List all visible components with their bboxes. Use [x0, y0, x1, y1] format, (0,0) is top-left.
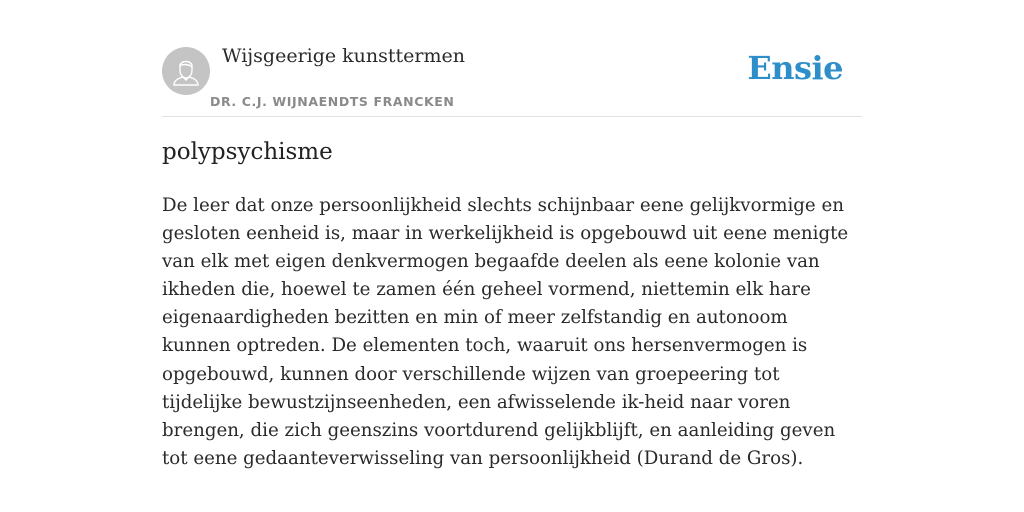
- entry-title: polypsychisme: [162, 139, 333, 165]
- entry-header: [162, 0, 862, 117]
- entry-card: [162, 0, 862, 512]
- user-silhouette-icon: [162, 47, 210, 95]
- book-title-link[interactable]: Wijsgeerige kunsttermen: [222, 45, 466, 67]
- entry-body: De leer dat onze persoonlijkheid slechts schijnbaar eene gelijkvormige en gesloten eenheid is, maar in werkelijkheid is opgebouwd uit eene menigte van elk met eigen denkvermogen begaafde deelen als eene kolonie van ikheden die, hoewel te zamen één geheel vormend, niettemin elk hare eigenaardigheden bezitten en min of meer zelfstandig en autonoom kunnen optreden. De elementen toch, waaruit ons hersenvermogen is opgebouwd, kunnen door verschillende wijzen van groepeering tot tijdelijke bewustzijnseenheden, een afwisselende ik-heid naar voren brengen, die zich geenszins voortdurend gelijkblijft, en aanleiding geven tot eene gedaanteverwisseling van persoonlijkheid (Durand de Gros).: [162, 195, 849, 469]
- author-name[interactable]: DR. C.J. WIJNAENDTS FRANCKEN: [210, 94, 455, 109]
- author-avatar[interactable]: [162, 47, 210, 95]
- ensie-logo[interactable]: Ensie: [747, 49, 843, 87]
